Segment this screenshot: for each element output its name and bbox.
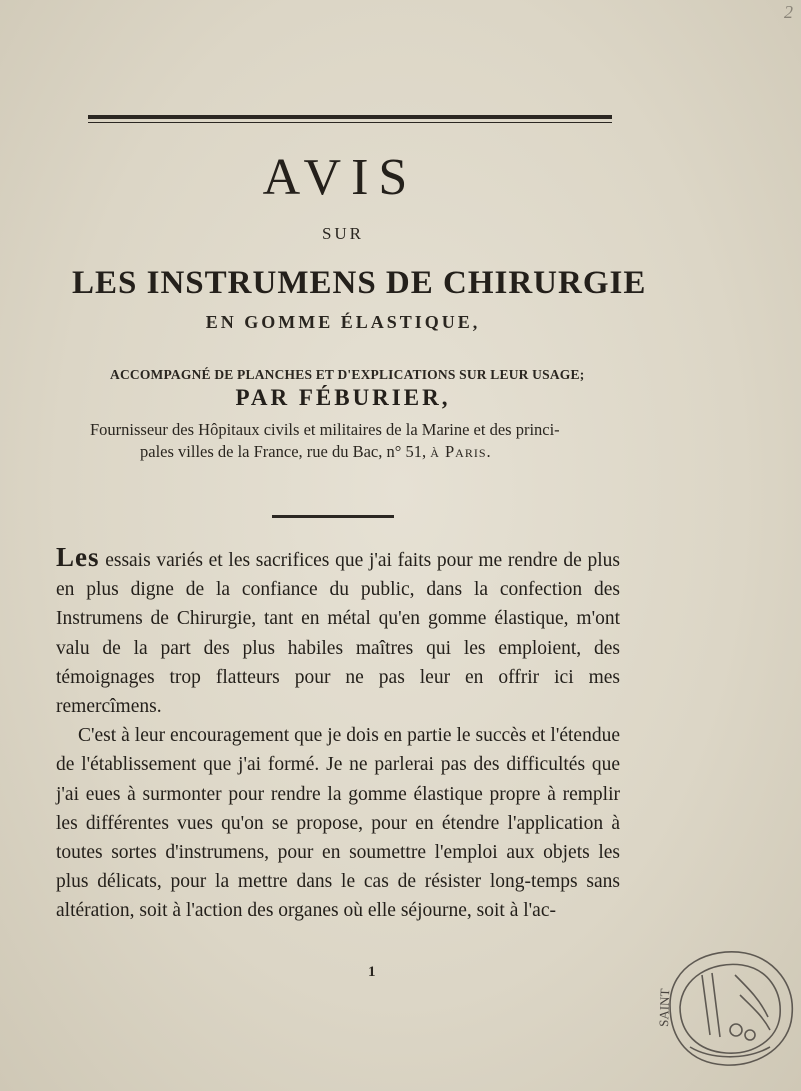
stamp-text: SAINT	[656, 988, 673, 1028]
address-line-1: Fournisseur des Hôpitaux civils et militaires de la Marine et des princi-	[90, 420, 560, 439]
paragraph-1	[56, 543, 620, 721]
title-author: PAR FÉBURIER,	[235, 385, 451, 410]
title-accompagne: ACCOMPAGNÉ DE PLANCHES ET D'EXPLICATIONS SUR LEUR USAGE;	[110, 367, 585, 382]
title-sub: EN GOMME ÉLASTIQUE,	[205, 312, 481, 332]
body-text	[56, 543, 620, 926]
paragraph-1-text: essais variés et les sacrifices que j'ai faits pour me rendre de plus en plus digne de la confiance du public, dans la confection des Instrumens de Chirurgie, tant en métal qu'en gomme élastique, m'ont valu de la part des plus habiles maîtres qui les emploient, des témoignages trop flatteurs pour ne pas leur en offrir ici mes remercîmens.	[56, 550, 620, 718]
address-line-2-text: pales villes de la France, rue du Bac, n° 51,	[140, 442, 431, 461]
title-avis: AVIS	[262, 149, 418, 206]
address-block	[90, 419, 650, 463]
address-city: à Paris.	[430, 442, 492, 461]
title-sur: SUR	[321, 224, 365, 243]
address-line-2	[90, 441, 650, 463]
middle-rule	[272, 515, 394, 518]
paragraph-2: C'est à leur encouragement que je dois en partie le succès et l'étendue de l'établissement que j'ai formé. Je ne parlerai pas des difficultés que j'ai eues à surmonter pour rendre la gomme élastique propre à remplir les différentes vues qu'on se propose, pour en étendre l'application à toutes sortes d'instrumens, pour en soumettre l'emploi aux objets les plus délicats, pour la mettre dans le cas de résister long-temps sans altération, soit à l'action des organes où elle séjourne, soit à l'ac-	[56, 725, 620, 922]
library-stamp-icon	[650, 935, 800, 1075]
title-main: LES INSTRUMENS DE CHIRURGIE	[72, 265, 647, 301]
signature-mark: 1	[368, 964, 376, 980]
top-rule-thin	[88, 122, 612, 123]
corner-mark: 2	[784, 2, 793, 22]
top-rule-thick	[88, 115, 612, 119]
dropcap-word: Les	[56, 542, 100, 572]
